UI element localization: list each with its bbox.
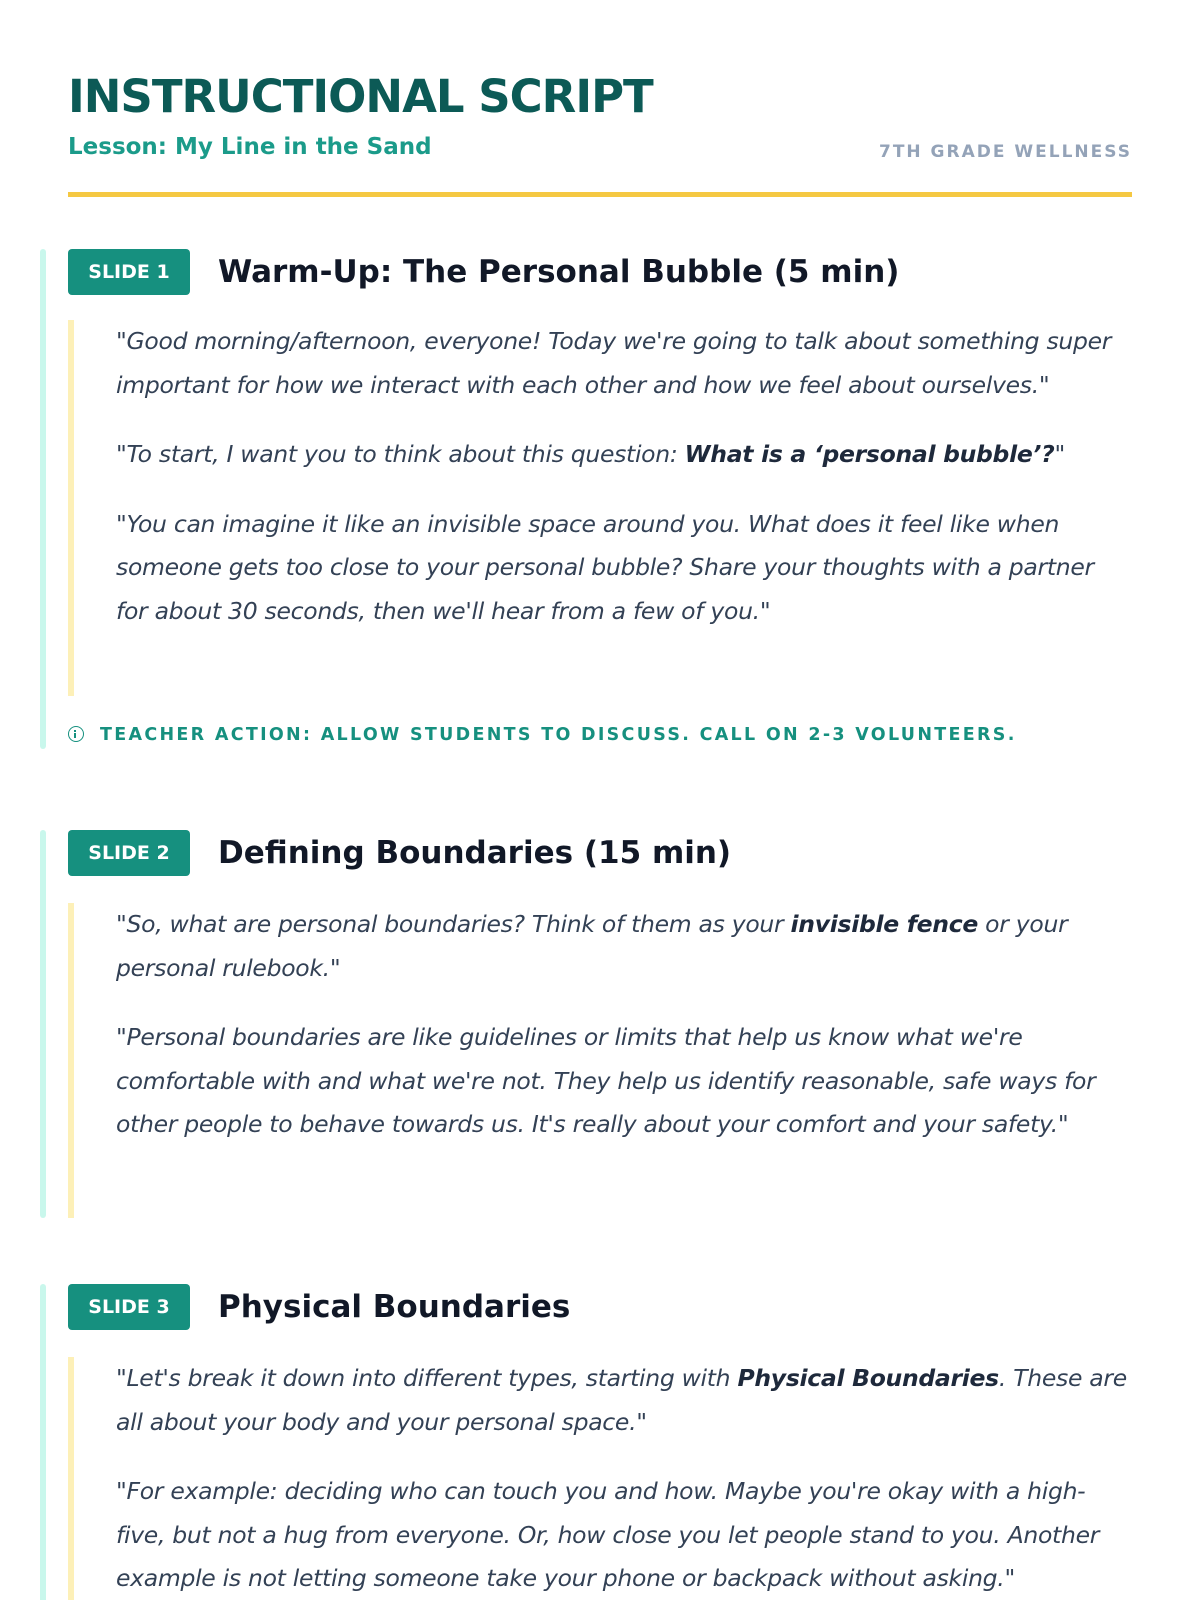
script-quote-block (68, 1357, 1132, 1600)
script-paragraph (116, 320, 1132, 407)
section-accent-bar (40, 249, 46, 749)
document-header (68, 66, 1132, 198)
script-text: "Personal boundaries are like guidelines or limits that help us know what we're comfortable with and what we're not. They help us identify reasonable, safe ways for other people to behave towards us. It's really about your comfort and your safety." (116, 1023, 1096, 1138)
script-text: "Let's break it down into different types, starting with (116, 1364, 738, 1392)
emphasis-text: Physical Boundaries (737, 1364, 999, 1392)
slide-section-2 (40, 830, 1132, 1218)
script-text: " (1054, 440, 1065, 468)
slide-title: Physical Boundaries (218, 1289, 571, 1325)
script-text: "For example: deciding who can touch you and how. Maybe you're okay with a high-five, but not a hug from everyone. Or, how close you let people stand to you. Another example is not letting someone take your phone or backpack without asking." (116, 1477, 1100, 1592)
slide-title: Defining Boundaries (15 min) (218, 835, 732, 871)
script-paragraph (116, 903, 1132, 990)
document-title: INSTRUCTIONAL SCRIPT (68, 70, 653, 123)
slide-header (68, 1284, 1128, 1330)
section-accent-bar (40, 1284, 46, 1600)
script-text: "Good morning/afternoon, everyone! Today we're going to talk about something super important for how we interact with each other and how we feel about ourselves." (116, 327, 1112, 399)
script-paragraph (116, 1470, 1132, 1600)
script-quote-block (68, 320, 1132, 696)
script-paragraph (116, 503, 1132, 634)
slide-section-3 (40, 1284, 1132, 1600)
slide-title: Warm-Up: The Personal Bubble (5 min) (218, 254, 900, 290)
info-circle-icon (68, 726, 84, 742)
emphasis-text: What is a ‘personal bubble’? (684, 440, 1055, 468)
script-text: or your personal rulebook." (116, 910, 1068, 982)
slide-badge: SLIDE 1 (68, 249, 190, 295)
lesson-subtitle: Lesson: My Line in the Sand (68, 134, 432, 160)
slide-section-1 (40, 249, 1132, 749)
grade-label: 7TH GRADE WELLNESS (878, 142, 1132, 162)
script-text: . These are all about your body and your personal space." (116, 1364, 1127, 1436)
script-text: "You can imagine it like an invisible space around you. What does it feel like when someone gets too close to your personal bubble? Share your thoughts with a partner for about 30 seconds, then we'll hear from a few of you." (116, 509, 1094, 625)
script-text: "To start, I want you to think about this question: (116, 440, 685, 468)
script-paragraph (116, 1357, 1132, 1444)
emphasis-text: invisible fence (790, 910, 979, 938)
slide-badge: SLIDE 2 (68, 830, 190, 876)
slide-header (68, 830, 1128, 876)
slide-header (68, 249, 1128, 295)
script-paragraph (116, 1016, 1132, 1147)
header-divider (68, 192, 1132, 197)
script-quote-block (68, 903, 1132, 1218)
script-paragraph (116, 433, 1132, 477)
slide-badge: SLIDE 3 (68, 1284, 190, 1330)
script-text: "So, what are personal boundaries? Think of them as your (116, 910, 791, 938)
teacher-action-note (68, 723, 1128, 747)
teacher-action-text: TEACHER ACTION: ALLOW STUDENTS TO DISCUSS. CALL ON 2-3 VOLUNTEERS. (100, 725, 1017, 745)
section-accent-bar (40, 830, 46, 1218)
